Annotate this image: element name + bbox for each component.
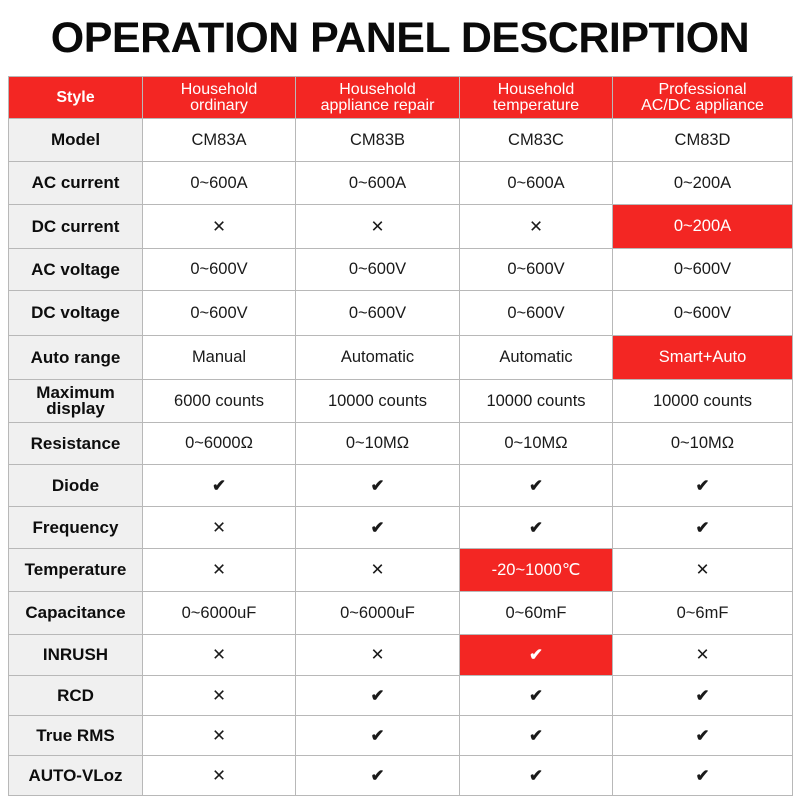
row-label: AC current bbox=[9, 162, 143, 205]
row-label: AUTO-VLoz bbox=[9, 756, 143, 796]
check-icon: ✔ bbox=[296, 756, 460, 796]
table-row bbox=[9, 291, 793, 336]
page-title: OPERATION PANEL DESCRIPTION bbox=[50, 14, 750, 62]
table-cell: 0~200A bbox=[613, 162, 793, 205]
check-icon: ✔ bbox=[613, 465, 793, 507]
check-icon: ✔ bbox=[143, 465, 296, 507]
table-cell: 10000 counts bbox=[296, 380, 460, 423]
table-cell: 0~600V bbox=[143, 249, 296, 291]
table-row bbox=[9, 380, 793, 423]
cross-icon: ✕ bbox=[296, 549, 460, 592]
row-label: Diode bbox=[9, 465, 143, 507]
table-cell: 0~600V bbox=[613, 291, 793, 336]
table-row bbox=[9, 465, 793, 507]
cross-icon: ✕ bbox=[143, 549, 296, 592]
cross-icon: ✕ bbox=[143, 507, 296, 549]
header-column-2: Household appliance repair bbox=[296, 77, 460, 119]
table-cell: 0~600A bbox=[296, 162, 460, 205]
cross-icon: ✕ bbox=[296, 205, 460, 249]
table-row bbox=[9, 205, 793, 249]
table-cell: 0~600V bbox=[143, 291, 296, 336]
check-icon: ✔ bbox=[613, 756, 793, 796]
cross-icon: ✕ bbox=[613, 635, 793, 676]
check-icon: ✔ bbox=[460, 465, 613, 507]
table-row bbox=[9, 549, 793, 592]
check-icon: ✔ bbox=[296, 716, 460, 756]
table-row bbox=[9, 249, 793, 291]
cross-icon: ✕ bbox=[460, 205, 613, 249]
table-cell: CM83D bbox=[613, 119, 793, 162]
table-cell: 10000 counts bbox=[460, 380, 613, 423]
table-cell: Manual bbox=[143, 336, 296, 380]
cross-icon: ✕ bbox=[613, 549, 793, 592]
table-row bbox=[9, 507, 793, 549]
header-column-3: Household temperature bbox=[460, 77, 613, 119]
table-cell: Automatic bbox=[296, 336, 460, 380]
table-cell: CM83C bbox=[460, 119, 613, 162]
cross-icon: ✕ bbox=[143, 635, 296, 676]
table-cell: 0~600A bbox=[460, 162, 613, 205]
row-label: INRUSH bbox=[9, 635, 143, 676]
table-cell: 0~6000uF bbox=[296, 592, 460, 635]
table-cell: Automatic bbox=[460, 336, 613, 380]
table-cell: 0~6000uF bbox=[143, 592, 296, 635]
table-row bbox=[9, 756, 793, 796]
table-row bbox=[9, 119, 793, 162]
check-icon: ✔ bbox=[460, 676, 613, 716]
row-label: Auto range bbox=[9, 336, 143, 380]
table-cell: 0~600V bbox=[613, 249, 793, 291]
table-header-row bbox=[9, 77, 793, 119]
check-icon: ✔ bbox=[613, 676, 793, 716]
check-icon: ✔ bbox=[296, 465, 460, 507]
table-cell: 0~6000Ω bbox=[143, 423, 296, 465]
row-label: Maximum display bbox=[9, 380, 143, 423]
table-cell: 0~600V bbox=[296, 249, 460, 291]
table-row bbox=[9, 716, 793, 756]
header-style-label: Style bbox=[9, 77, 143, 119]
table-row bbox=[9, 592, 793, 635]
row-label: Temperature bbox=[9, 549, 143, 592]
cross-icon: ✕ bbox=[143, 205, 296, 249]
cross-icon: ✕ bbox=[143, 756, 296, 796]
check-icon: ✔ bbox=[460, 756, 613, 796]
check-icon: ✔ bbox=[460, 507, 613, 549]
check-icon: ✔ bbox=[613, 507, 793, 549]
table-cell: 0~10MΩ bbox=[460, 423, 613, 465]
cross-icon: ✕ bbox=[143, 676, 296, 716]
table-cell: 6000 counts bbox=[143, 380, 296, 423]
table-cell: CM83B bbox=[296, 119, 460, 162]
row-label: RCD bbox=[9, 676, 143, 716]
table-cell: 10000 counts bbox=[613, 380, 793, 423]
row-label: DC voltage bbox=[9, 291, 143, 336]
cross-icon: ✕ bbox=[143, 716, 296, 756]
table-row bbox=[9, 423, 793, 465]
check-icon: ✔ bbox=[296, 507, 460, 549]
row-label: DC current bbox=[9, 205, 143, 249]
highlight-cell: 0~200A bbox=[613, 205, 793, 249]
row-label: Model bbox=[9, 119, 143, 162]
row-label: True RMS bbox=[9, 716, 143, 756]
table-cell: 0~600A bbox=[143, 162, 296, 205]
table-cell: 0~60mF bbox=[460, 592, 613, 635]
highlight-cell: Smart+Auto bbox=[613, 336, 793, 380]
row-label: Capacitance bbox=[9, 592, 143, 635]
row-label: Resistance bbox=[9, 423, 143, 465]
row-label: AC voltage bbox=[9, 249, 143, 291]
table-row bbox=[9, 336, 793, 380]
table-cell: 0~600V bbox=[460, 249, 613, 291]
table-row bbox=[9, 162, 793, 205]
header-column-4: Professional AC/DC appliance bbox=[613, 77, 793, 119]
check-icon: ✔ bbox=[613, 716, 793, 756]
table-cell: 0~600V bbox=[460, 291, 613, 336]
highlight-cell: -20~1000℃ bbox=[460, 549, 613, 592]
check-icon: ✔ bbox=[460, 716, 613, 756]
table-cell: CM83A bbox=[143, 119, 296, 162]
header-column-1: Household ordinary bbox=[143, 77, 296, 119]
table-cell: 0~600V bbox=[296, 291, 460, 336]
table-cell: 0~10MΩ bbox=[296, 423, 460, 465]
table-cell: 0~10MΩ bbox=[613, 423, 793, 465]
highlight-check-icon: ✔ bbox=[460, 635, 613, 676]
table-cell: 0~6mF bbox=[613, 592, 793, 635]
table-row bbox=[9, 676, 793, 716]
cross-icon: ✕ bbox=[296, 635, 460, 676]
comparison-table bbox=[8, 76, 793, 796]
row-label: Frequency bbox=[9, 507, 143, 549]
check-icon: ✔ bbox=[296, 676, 460, 716]
table-row bbox=[9, 635, 793, 676]
